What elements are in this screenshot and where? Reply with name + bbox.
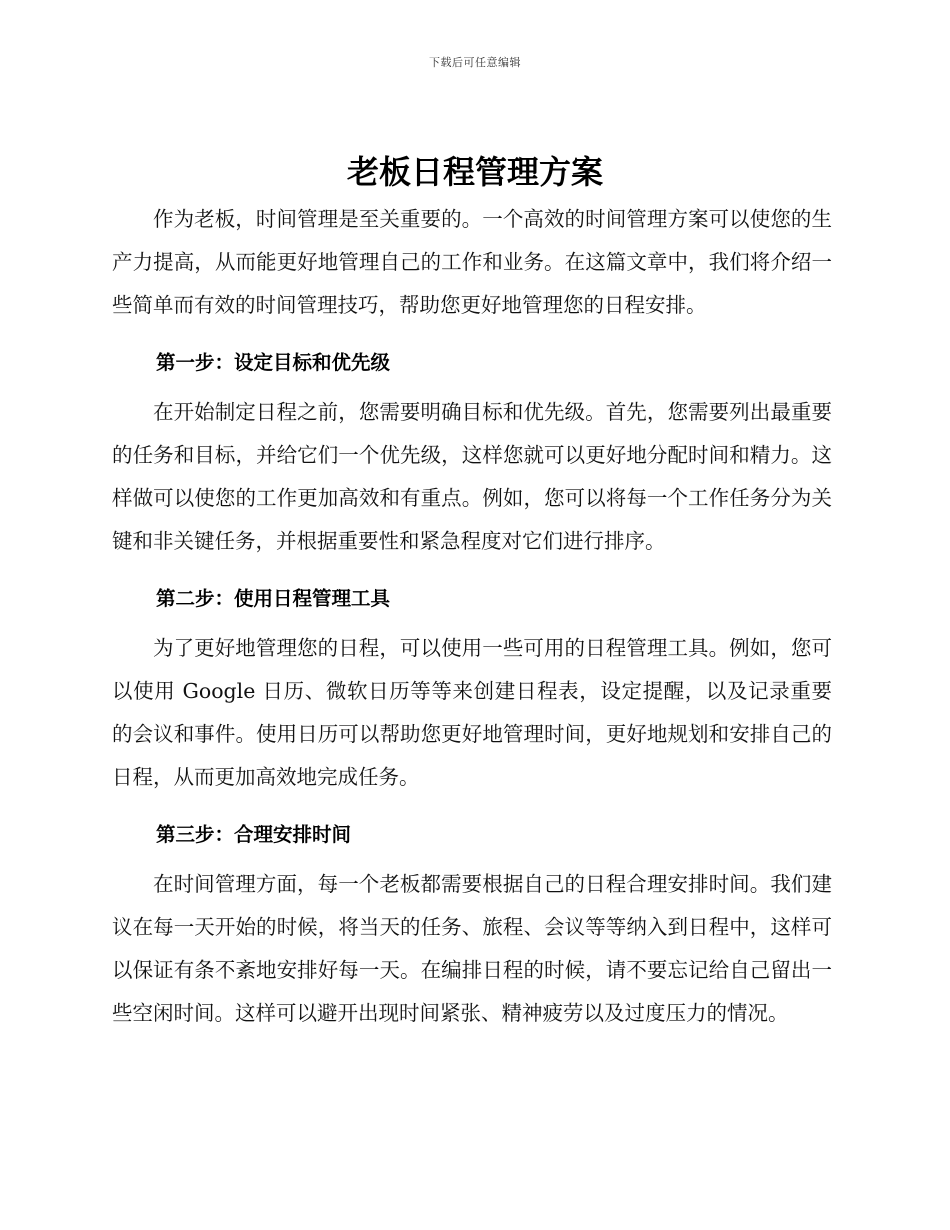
- section-body-step-2: 为了更好地管理您的日程，可以使用一些可用的日程管理工具。例如，您可以使用 Google 日历、微软日历等等来创建日程表，设定提醒，以及记录重要的会议和事件。使用日历可以帮助您更好地管理时间，更好地规划和安排自己的日程，从而更加高效地完成任务。: [112, 636, 832, 789]
- section-heading-step-2: 第二步：使用日程管理工具: [156, 587, 391, 610]
- section-body-step-1: 在开始制定日程之前，您需要明确目标和优先级。首先，您需要列出最重要的任务和目标，并给它们一个优先级，这样您就可以更好地分配时间和精力。这样做可以使您的工作更加高效和有重点。例如，您可以将每一个工作任务分为关键和非关键任务，并根据重要性和紧急程度对它们进行排序。: [112, 400, 832, 553]
- page-title: 老板日程管理方案: [346, 153, 603, 191]
- spacer: [112, 563, 832, 569]
- section-body-step-3: 在时间管理方面，每一个老板都需要根据自己的日程合理安排时间。我们建议在每一天开始的时候，将当天的任务、旅程、会议等等纳入到日程中，这样可以保证有条不紊地安排好每一天。在编排日程的时候，请不要忘记给自己留出一些空闲时间。这样可以避开出现时间紧张、精神疲劳以及过度压力的情况。: [112, 872, 832, 1025]
- intro-paragraph: 作为老板，时间管理是至关重要的。一个高效的时间管理方案可以使您的生产力提高，从而能更好地管理自己的工作和业务。在这篇文章中，我们将介绍一些简单而有效的时间管理技巧，帮助您更好地管理您的日程安排。: [112, 207, 832, 317]
- spacer: [112, 799, 832, 805]
- section-heading-step-1: 第一步：设定目标和优先级: [156, 351, 391, 374]
- document-body: [112, 198, 832, 1035]
- header-note: 下载后可任意编辑: [429, 56, 521, 69]
- spacer: [112, 327, 832, 333]
- section-heading-step-3: 第三步：合理安排时间: [156, 823, 352, 846]
